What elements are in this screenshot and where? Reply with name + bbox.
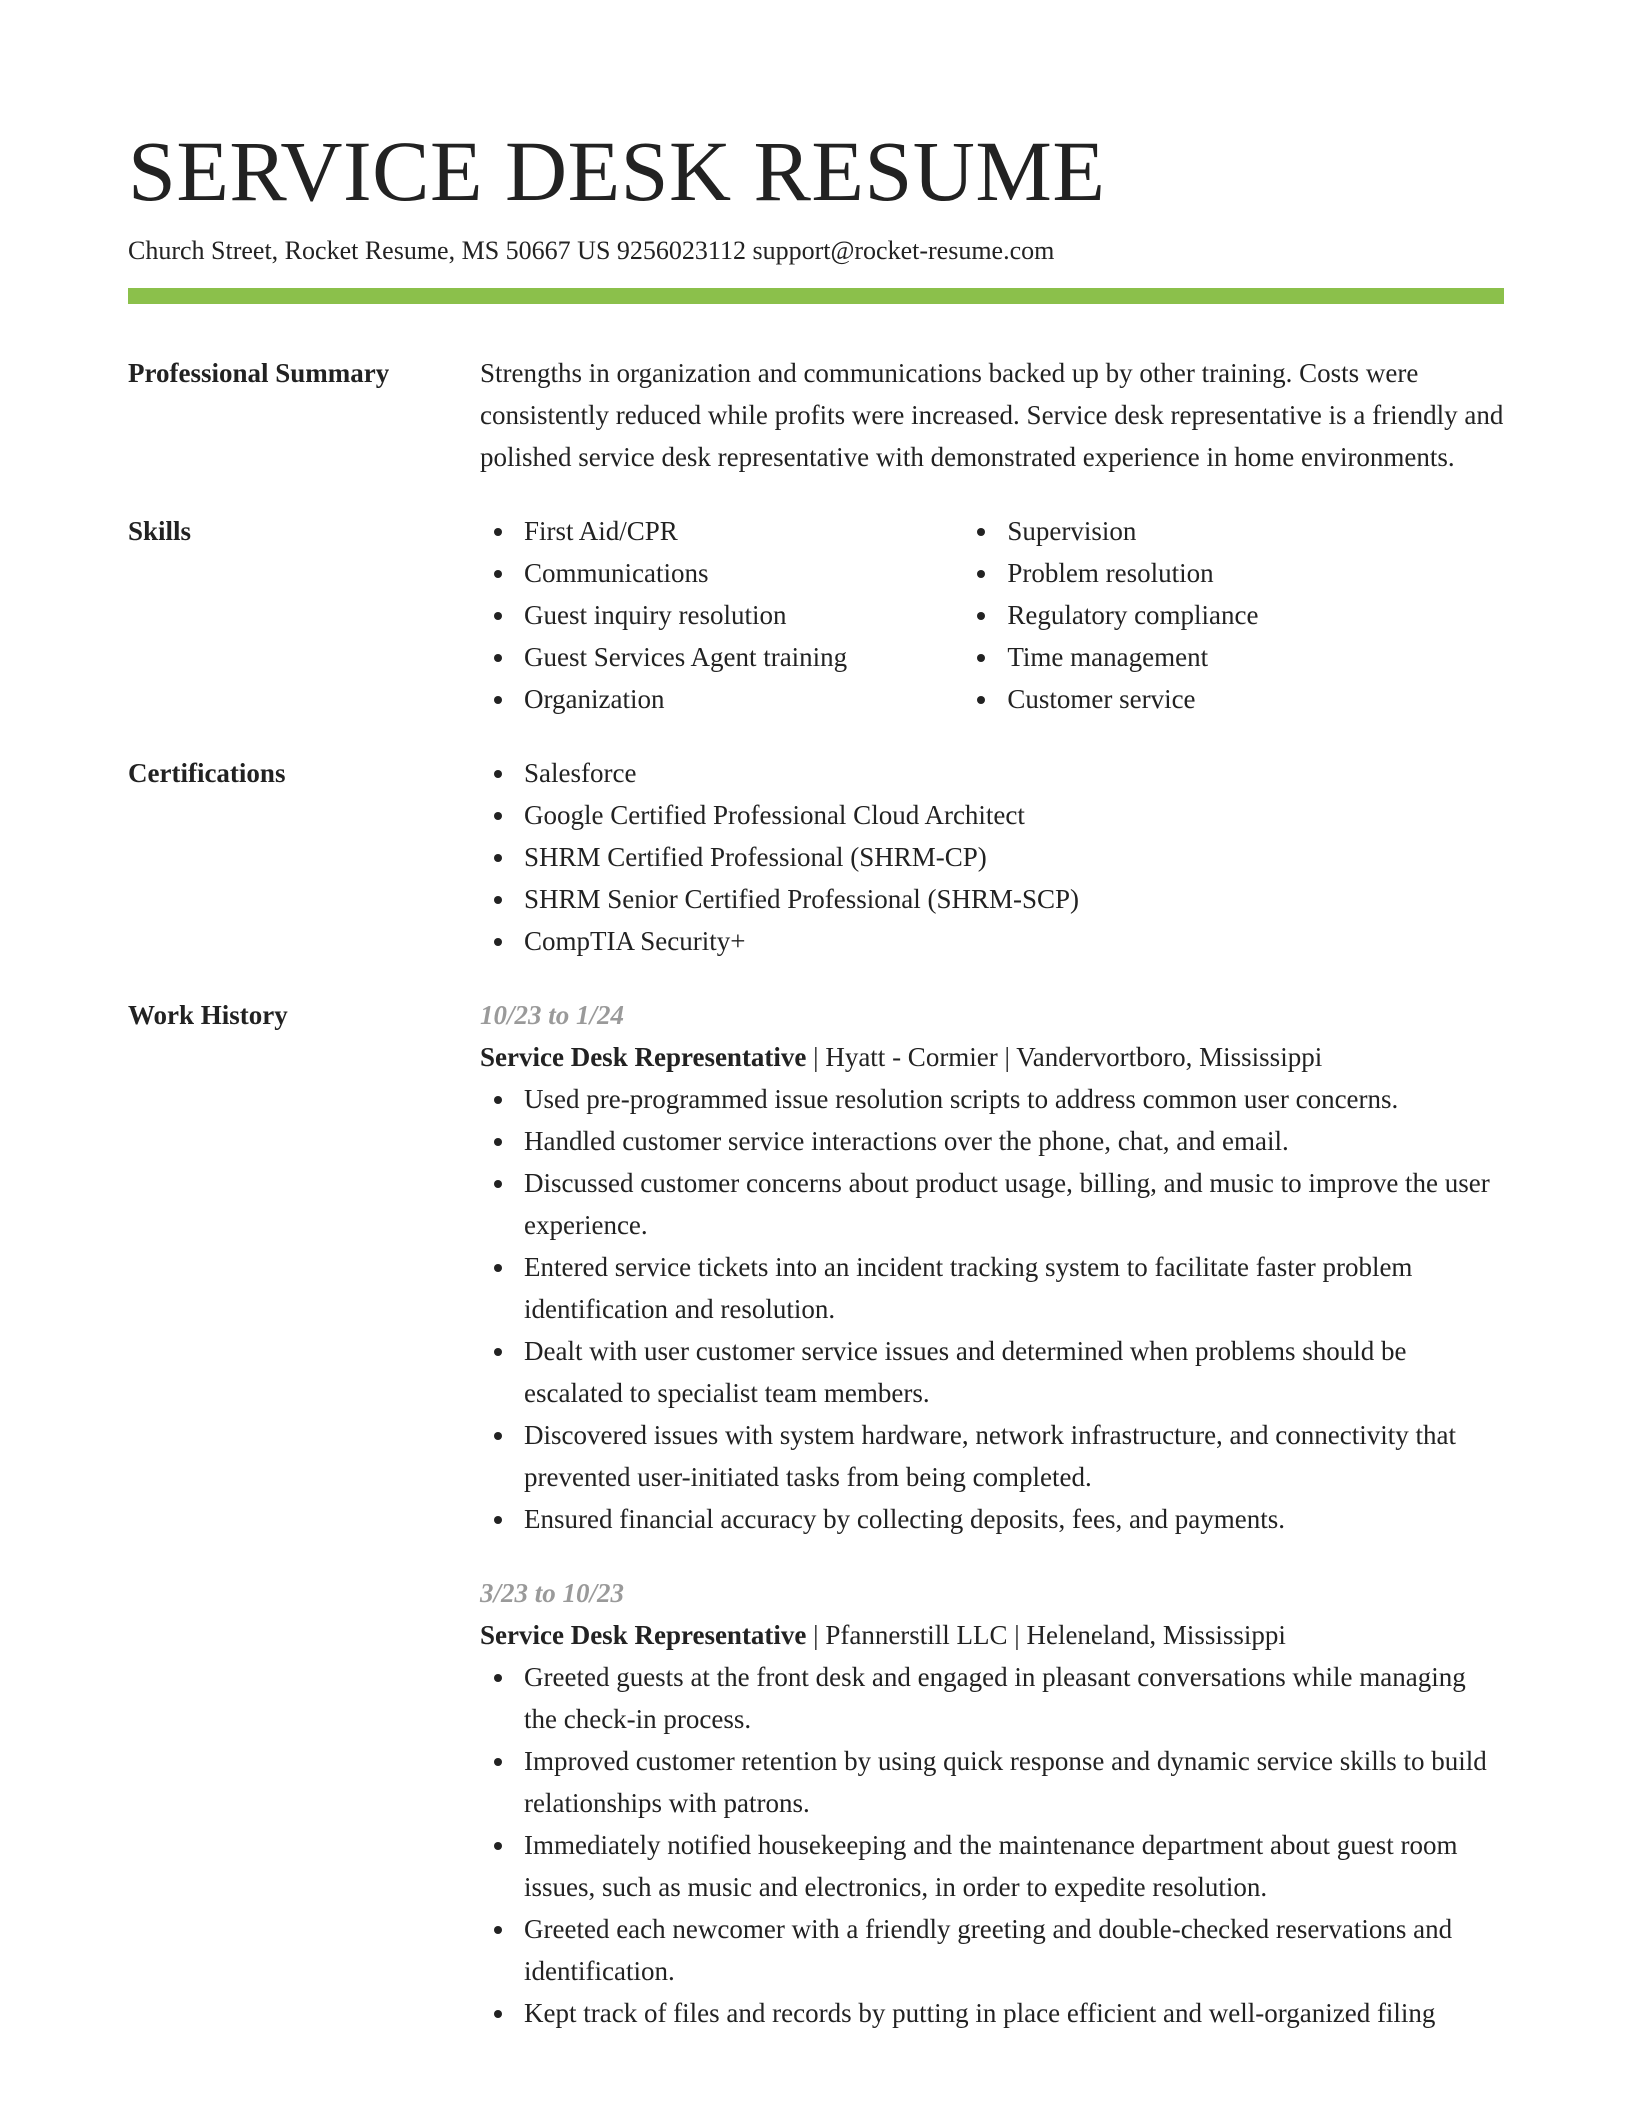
list-item: SHRM Senior Certified Professional (SHRM-SCP) [524,878,1504,920]
list-item: Dealt with user customer service issues and determined when problems should be escalated to specialist team members. [524,1330,1504,1414]
summary-text: Strengths in organization and communications backed up by other training. Costs were consistently reduced while profits were increased. Service desk representative is a friendly and polished service desk representative with demonstrated experience in home environments. [480,358,1504,472]
list-item: Organization [524,678,963,720]
list-item: Improved customer retention by using quick response and dynamic service skills to build relationships with patrons. [524,1740,1504,1824]
list-item: Problem resolution [1007,552,1504,594]
list-item: Communications [524,552,963,594]
skills-list-left [480,510,963,720]
list-item: Customer service [1007,678,1504,720]
job-dates: 3/23 to 10/23 [480,1578,625,1608]
list-item: Greeted each newcomer with a friendly greeting and double-checked reservations and identification. [524,1908,1504,1992]
list-item: Discovered issues with system hardware, network infrastructure, and connectivity that prevented user-initiated tasks from being completed. [524,1414,1504,1498]
header-accent-rule [128,288,1504,304]
list-item: Guest inquiry resolution [524,594,963,636]
job-entry [480,1572,1504,2034]
list-item: Ensured financial accuracy by collecting deposits, fees, and payments. [524,1498,1504,1540]
list-item: Regulatory compliance [1007,594,1504,636]
job-duties-list [480,1078,1504,1540]
contact-line: Church Street, Rocket Resume, MS 50667 US 9256023112 support@rocket-resume.com [128,236,1055,265]
list-item: Time management [1007,636,1504,678]
job-employer-location: | Hyatt - Cormier | Vandervortboro, Mississippi [806,1042,1323,1072]
certifications-label: Certifications [128,758,286,788]
list-item: Salesforce [524,752,1504,794]
skills-label: Skills [128,516,192,546]
skills-section [128,510,1504,720]
list-item: SHRM Certified Professional (SHRM-CP) [524,836,1504,878]
summary-label: Professional Summary [128,358,390,388]
list-item: Entered service tickets into an incident tracking system to facilitate faster problem identification and resolution. [524,1246,1504,1330]
certifications-section [128,752,1504,962]
job-role-line [480,1036,1504,1078]
job-title: Service Desk Representative [480,1042,807,1072]
list-item: Handled customer service interactions over the phone, chat, and email. [524,1120,1504,1162]
summary-section [128,352,1504,478]
job-duties-list [480,1656,1504,2034]
job-entry [480,994,1504,1540]
job-role-line [480,1614,1504,1656]
resume-title: SERVICE DESK RESUME [128,123,1106,219]
list-item: First Aid/CPR [524,510,963,552]
list-item: Used pre-programmed issue resolution scripts to address common user concerns. [524,1078,1504,1120]
list-item: Immediately notified housekeeping and the maintenance department about guest room issues, such as music and electronics, in order to expedite resolution. [524,1824,1504,1908]
job-dates: 10/23 to 1/24 [480,1000,625,1030]
list-item: Guest Services Agent training [524,636,963,678]
list-item: Kept track of files and records by putting in place efficient and well-organized filing [524,1992,1504,2034]
list-item: Greeted guests at the front desk and engaged in pleasant conversations while managing the check-in process. [524,1656,1504,1740]
job-title: Service Desk Representative [480,1620,807,1650]
list-item: Google Certified Professional Cloud Architect [524,794,1504,836]
list-item: Discussed customer concerns about product usage, billing, and music to improve the user experience. [524,1162,1504,1246]
list-item: Supervision [1007,510,1504,552]
certifications-list [480,752,1504,962]
job-employer-location: | Pfannerstill LLC | Heleneland, Mississippi [806,1620,1286,1650]
skills-list-right [963,510,1504,720]
work-history-label: Work History [128,1000,288,1030]
list-item: CompTIA Security+ [524,920,1504,962]
resume-page [128,0,1504,2034]
work-history-section [128,994,1504,2034]
